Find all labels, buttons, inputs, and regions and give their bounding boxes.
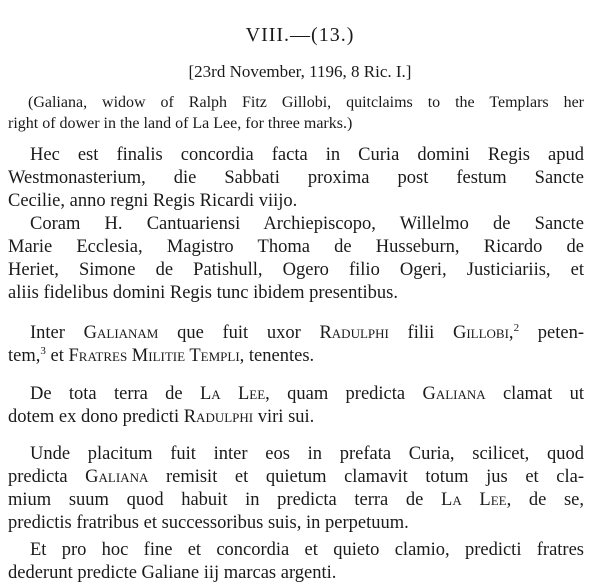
para5-line-4: predictis fratribus et successoribus suis, in perpetuum. [8, 513, 409, 533]
para5-line-2: predicta Galiana remisit et quietum clamavit totum jus et cla- [8, 467, 584, 487]
date-line: [23rd November, 1196, 8 Ric. I.] [188, 62, 412, 81]
para4-line-2: dotem ex dono predicti Radulphi viri sui. [8, 407, 315, 427]
para2-line-3: Heriet, Simone de Patishull, Ogero filio Ogeri, Justiciariis, et [8, 260, 584, 280]
para3-line-2: tem,$^3$ et Fratres Militie Templi, tenentes. [8, 345, 315, 367]
footnote-ref-2: 2 [513, 322, 520, 334]
summary-line-1: (Galiana, widow of Ralph Fitz Gillobi, quitclaims to the Templars her [28, 94, 584, 111]
para1-line-2: Westmonasterium, die Sabbati proxima post festum Sancte [8, 168, 584, 188]
para5-line-3: mium suum quod habuit in predicta terra de La Lee, de se, [8, 490, 585, 510]
footnote-ref-3: 3 [40, 345, 46, 357]
para6-line-2: dederunt predicte Galiane iij marcas argenti. [8, 563, 337, 583]
para5-line-1: Unde placitum fuit inter eos in prefata Curia, scilicet, quod [30, 444, 584, 464]
section-heading: VIII.—(13.) [245, 24, 355, 46]
summary-line-2: right of dower in the land of La Lee, for three marks.) [8, 115, 353, 132]
para3-line-1: Inter Galianam que fuit uxor Radulphi filii Gillobi,$^2$ peten- [30, 322, 584, 344]
para6-line-1: Et pro hoc fine et concordia et quieto clamio, predicti fratres [30, 540, 584, 560]
para2-line-2: Marie Ecclesia, Magistro Thoma de Husseburn, Ricardo de [8, 237, 584, 257]
para4-line-1: De tota terra de La Lee, quam predicta Galiana clamat ut [30, 384, 584, 404]
para1-line-1: Hec est finalis concordia facta in Curia domini Regis apud [30, 145, 584, 165]
para2-line-4: aliis fidelibus domini Regis tunc ibidem presentibus. [8, 283, 398, 303]
para1-line-3: Cecilie, anno regni Regis Ricardi viijo. [8, 191, 298, 211]
para2-line-1: Coram H. Cantuariensi Archiepiscopo, Willelmo de Sancte [30, 214, 584, 234]
